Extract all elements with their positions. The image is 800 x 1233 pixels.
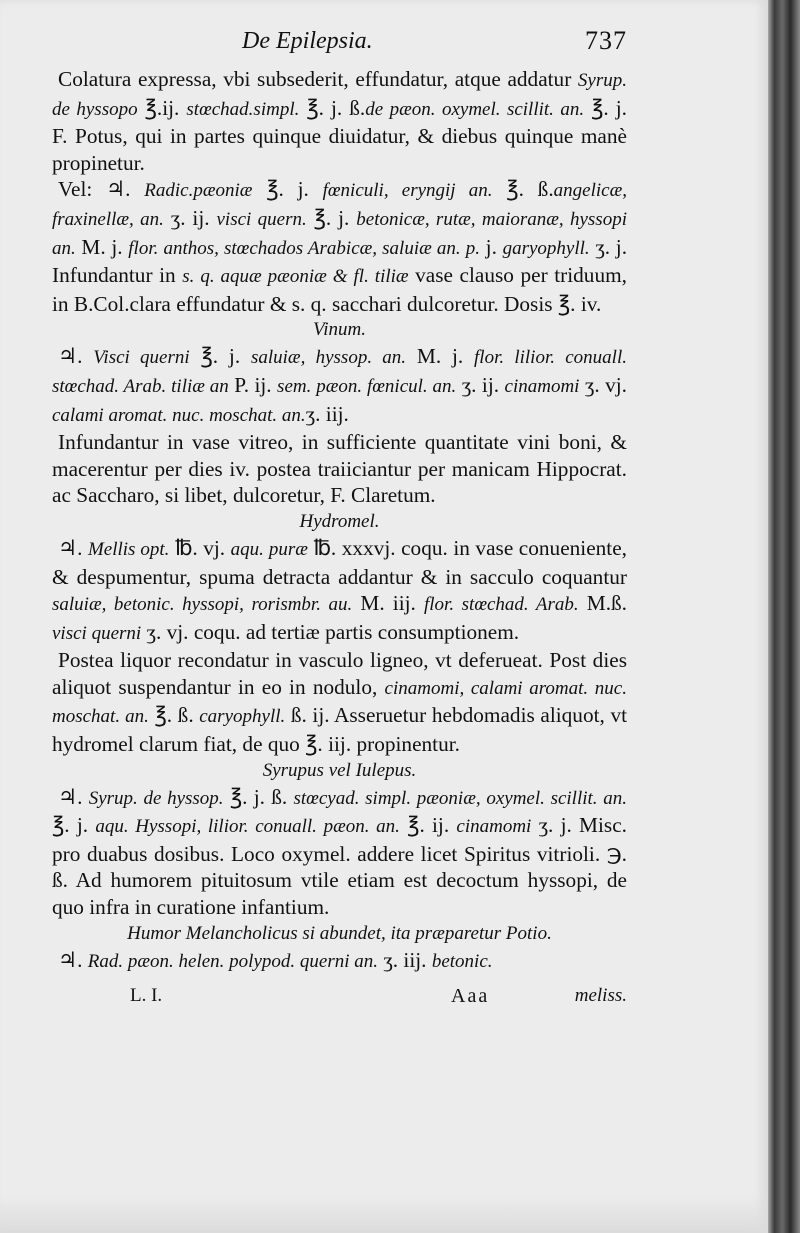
text-run: ʒ. iij. — [305, 401, 349, 426]
text-run: Postea liquor recondatur in vasculo ligneo, vt deferueat. Post dies aliquot suspendantur in eo in nodulo, — [52, 648, 627, 699]
italic-text: stœcyad. simpl. pæoniæ, oxymel. scillit. an. — [293, 787, 627, 809]
section-heading — [52, 317, 627, 343]
paragraph — [52, 784, 627, 921]
text-run: ♃. — [58, 947, 88, 972]
italic-text: flor. anthos, stœchados Arabicæ, saluiæ an. p. — [128, 237, 480, 259]
text-run: ℔. vj. — [169, 535, 231, 560]
text-run: ℥. j. — [306, 205, 357, 230]
italic-text: Radic.pæoniæ — [144, 180, 253, 202]
section-heading — [52, 758, 627, 784]
text-run: ʒ. vj. coqu. ad tertiæ partis consumptionem. — [141, 619, 520, 644]
text-run: ℥. ß. — [148, 703, 200, 728]
text-run: ℥.ij. — [137, 95, 187, 120]
text-run: Infundantur in vase vitreo, in sufficiente quantitate vini boni, & macerentur per dies iv. postea traiiciantur per manicam Hippocrat. ac Saccharo, si libet, dulcoretur, F. Claretum. — [52, 430, 627, 508]
italic-text: Visci querni — [93, 347, 190, 369]
text-run: ♃. — [58, 535, 88, 560]
italic-text: visci quern. — [216, 208, 307, 230]
italic-text: flor. lilior. conuall. stœchad. Arab. tiliæ an — [52, 347, 627, 397]
page-text-block — [52, 28, 627, 1011]
italic-text: Syrup. de hyssop. — [88, 787, 224, 809]
text-run: P. ij. — [228, 372, 278, 397]
paragraph — [52, 343, 627, 429]
running-header — [52, 28, 627, 66]
italic-text: visci querni — [52, 622, 142, 644]
text-run: ʒ. j. Infundantur in — [52, 234, 628, 288]
paragraph — [52, 647, 627, 757]
book-page-edges — [768, 0, 800, 1233]
section-heading — [52, 921, 627, 947]
italic-text: garyophyll. — [502, 237, 590, 259]
text-run: M. j. — [75, 234, 129, 259]
italic-text: cinamomi — [504, 375, 580, 397]
paragraph — [52, 947, 627, 976]
italic-text: cinamomi, calami aromat. nuc. moschat. an. — [52, 677, 627, 728]
text-run: Syrupus vel Iulepus. — [262, 759, 417, 781]
text-run: vase clauso per triduum, in B.Col.clara effundatur & s. q. sacchari dulcoretur. Dosis ℥. iv. — [52, 263, 627, 316]
italic-text: stœchad.simpl. — [186, 98, 300, 120]
text-run: Colatura expressa, vbi subsederit, effundatur, atque addatur — [58, 67, 578, 91]
signature-mark: Aaa — [451, 985, 490, 1008]
text-run: M.ß. — [578, 591, 627, 616]
text-run: ℥. j. ß. — [223, 784, 294, 809]
italic-text: de pæon. oxymel. scillit. an. — [365, 98, 585, 120]
italic-text: saluiæ, hyssop. an. — [250, 347, 407, 369]
italic-text: betonicæ, rutæ, maioranæ, hyssopi an. — [52, 208, 627, 259]
italic-text: calami aromat. nuc. moschat. an. — [52, 404, 306, 426]
text-run: ℥. j. ß. — [299, 95, 366, 120]
body-text — [52, 66, 627, 975]
paragraph — [52, 429, 627, 509]
text-run: ʒ. ij. — [163, 205, 217, 230]
italic-text: betonic. — [431, 950, 493, 972]
signature-left: L. I. — [130, 985, 163, 1007]
page-bottom-shadow — [0, 1195, 768, 1233]
italic-text: aqu. Hyssopi, lilior. conuall. pæon. an. — [95, 816, 400, 838]
text-run: ʒ. iij. — [378, 947, 432, 972]
italic-text: sem. pæon. fœnicul. an. — [277, 375, 457, 397]
page-number: 737 — [585, 26, 627, 55]
text-run: ʒ. j. Misc. pro duabus dosibus. Loco oxymel. addere licet Spiritus vitrioli. ℈. ß. Ad humorem pituitosum vtile etiam est decoctum hyssopi, de quo infra in curatione infantium. — [52, 813, 627, 920]
text-run: ℥. j. — [52, 813, 96, 838]
text-run: ℔. xxxvj. coqu. in vase conueniente, & despumentur, spuma detracta addantur & in sacculo coquantur — [52, 535, 628, 589]
catchword: meliss. — [574, 985, 627, 1007]
text-run: Humor Melancholicus si abundet, ita præparetur Potio. — [127, 922, 552, 944]
text-run: ℥. j. — [252, 177, 323, 202]
text-run: ℥. j. F. Potus, qui in partes quinque diuidatur, & diebus quinque manè propinetur. — [52, 95, 627, 175]
paragraph — [52, 176, 627, 317]
text-run: ♃. — [58, 784, 89, 809]
italic-text: aqu. puræ — [230, 538, 308, 560]
text-run: M. j. — [406, 344, 475, 369]
italic-text: Syrup. de hyssopo — [52, 70, 627, 120]
text-run: Vinum. — [313, 319, 366, 341]
section-heading — [52, 509, 627, 535]
text-run: M. iij. — [352, 591, 424, 616]
text-run: ℥. ij. — [399, 813, 457, 838]
italic-text: Rad. pæon. helen. polypod. querni an. — [87, 950, 378, 972]
text-run: ♃. — [58, 344, 94, 369]
text-run: ʒ. vj. — [579, 372, 627, 397]
text-run: Hydromel. — [299, 510, 380, 532]
italic-text: saluiæ, betonic. hyssopi, rorismbr. au. — [52, 594, 353, 616]
running-title: De Epilepsia. — [242, 28, 373, 54]
text-run: ʒ. ij. — [456, 372, 505, 397]
paragraph — [52, 66, 627, 176]
text-run: ℥. j. — [189, 344, 251, 369]
italic-text: Mellis opt. — [87, 538, 170, 560]
italic-text: caryophyll. — [199, 706, 286, 728]
italic-text: s. q. aquæ pæoniæ & fl. tiliæ — [182, 266, 409, 288]
text-run: ℥. ß. — [492, 177, 554, 202]
text-run: j. — [479, 234, 503, 259]
italic-text: flor. stœchad. Arab. — [424, 594, 579, 616]
text-run: Vel: ♃. — [58, 177, 145, 202]
italic-text: fœniculi, eryngij an. — [322, 180, 493, 202]
paragraph — [52, 535, 627, 647]
italic-text: angelicæ, fraxinellæ, an. — [52, 180, 628, 230]
text-run: ß. ij. Asseruetur hebdomadis aliquot, vt hydromel clarum fiat, de quo ℥. iij. propinentur. — [52, 703, 628, 757]
page-footer — [52, 981, 627, 1011]
italic-text: cinamomi — [456, 816, 532, 838]
